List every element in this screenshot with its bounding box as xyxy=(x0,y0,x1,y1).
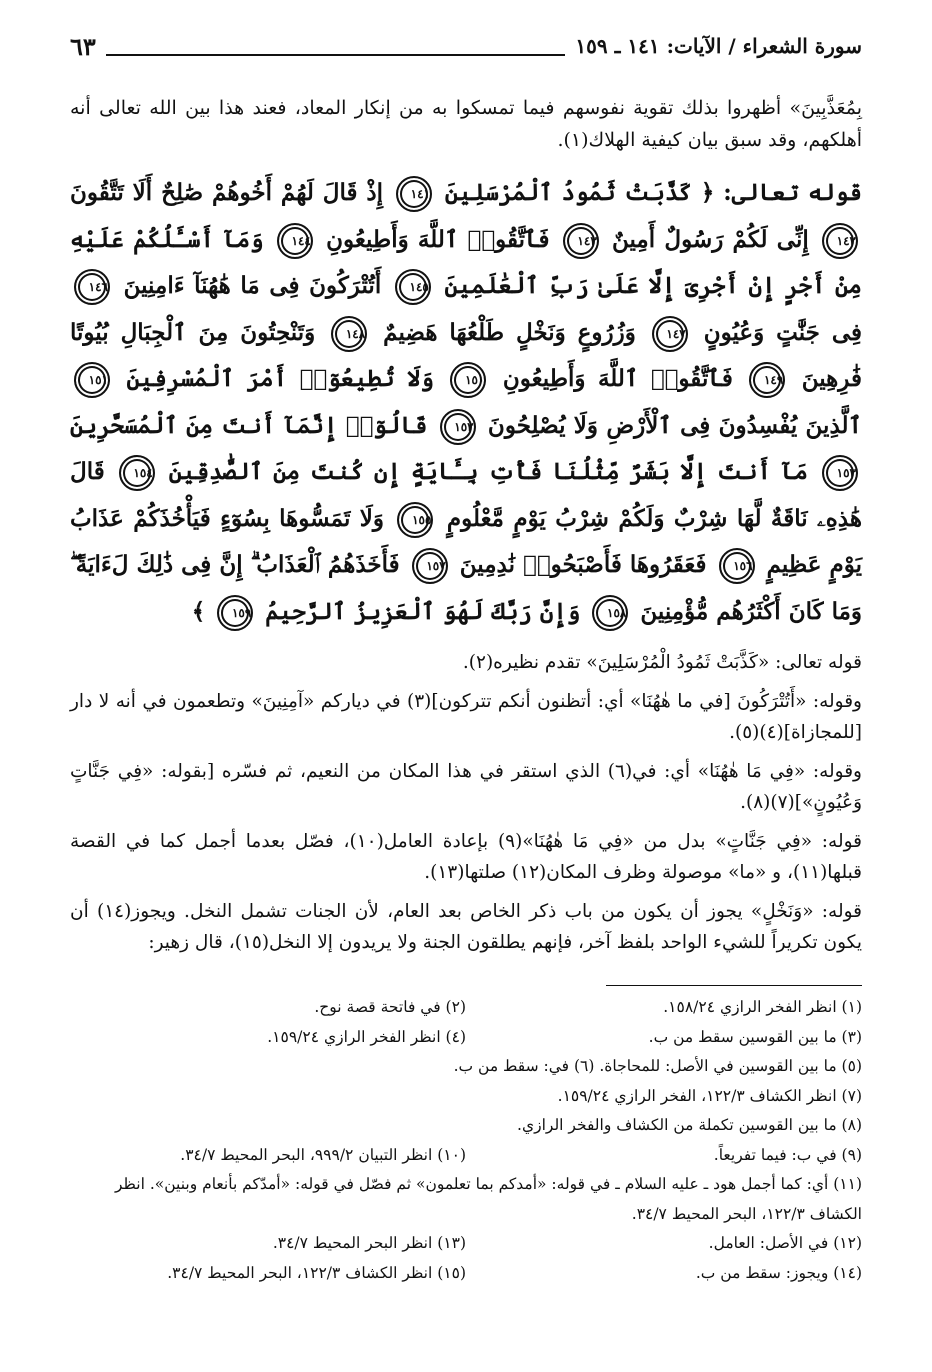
footnote: (٤) انظر الفخر الرازي ١٥٩/٢٤. xyxy=(267,1027,466,1046)
ayah-number-marker: ١٤١ xyxy=(396,176,432,212)
ayah-number-marker: ١٥٧ xyxy=(412,548,448,584)
footnote: (٥) ما بين القوسين في الأصل: للمحاجاة. (٦) في: سقط من ب. xyxy=(453,1057,862,1075)
footnotes xyxy=(70,993,862,1288)
ayah-number-marker: ١٤٤ xyxy=(277,223,313,259)
footnote-row xyxy=(70,993,862,1023)
ayah-number-marker: ١٥٦ xyxy=(719,548,755,584)
verse-text: وَتَنْحِتُونَ مِنَ ٱلْجِبَالِ بُيُوتًا فَٰرِهِينَ xyxy=(70,318,862,392)
commentary-2: وقوله: «أَتُتْرَكُونَ [في ما هٰهُنَا» أي: أتظنون أنكم تتركون](٣) في دياركم «آمِنِينَ» وتطعمون في أنه لا دار [للمجازاة](٤)(٥). xyxy=(70,691,862,743)
footnote: (٧) انظر الكشاف ١٢٢/٣، الفخر الرازي ١٥٩/٢٤. xyxy=(557,1086,862,1105)
running-title: سورة الشعراء / الآيات: ١٤١ ـ ١٥٩ xyxy=(575,34,862,58)
ayah-number-marker: ١٤٢ xyxy=(822,223,858,259)
quran-lead: قوله تعالى: ﴿ xyxy=(700,179,862,206)
footnote: (١٥) انظر الكشاف ١٢٢/٣، البحر المحيط ٣٤/٧. xyxy=(167,1263,466,1282)
verse-text: وَزُرُوعٍ وَنَخْلٍ طَلْعُهَا هَضِيمٌ xyxy=(383,318,636,346)
verse-text: فَأَخَذَهُمُ ٱلْعَذَابُ ۗ إِنَّ فِى ذَٰلِكَ لَءَايَةً ۖ وَمَا كَانَ أَكْثَرُهُم مُّؤْمِنِينَ xyxy=(70,551,862,625)
ayah-number-marker: ١٤٥ xyxy=(395,269,431,305)
verse-text: أَتُتْرَكُونَ فِى مَا هَٰهُنَآ ءَامِنِينَ xyxy=(123,272,382,299)
ayah-number-marker: ١٤٦ xyxy=(74,269,110,305)
verse-text: وَلَا تُطِيعُوٓا۟ أَمْرَ ٱلْمُسْرِفِينَ xyxy=(126,365,434,392)
footnote: (١١) أي: كما أجمل هود ـ عليه السلام ـ في قوله: «أمدكم بما تعلمون» ثم فصّل في قوله: «أمدّكم بأنعام وبنين». انظر الكشاف ١٢٢/٣، البحر المحيط ٣٤/٧. xyxy=(115,1175,862,1223)
footnote: (٣) ما بين القوسين سقط من ب. xyxy=(648,1027,862,1046)
verse-text: ٱلَّذِينَ يُفْسِدُونَ فِى ٱلْأَرْضِ وَلَا يُصْلِحُونَ xyxy=(487,411,862,439)
page-number: ٦٣ xyxy=(70,31,96,61)
ayah-number-marker: ١٥٣ xyxy=(822,455,858,491)
ayah-number-marker: ١٥٨ xyxy=(592,595,628,631)
footnote: (١٢) في الأصل: العامل. xyxy=(708,1234,862,1252)
footnote: (٨) ما بين القوسين تكملة من الكشاف والفخر الرازي. xyxy=(517,1116,862,1134)
verse-text: قَالُوٓا۟ إِنَّمَآ أَنتَ مِنَ ٱلْمُسَحَّرِينَ xyxy=(70,411,428,439)
intro-paragraph: بِمُعَذَّبِينَ» أظهروا بذلك تقوية نفوسهم فيما تمسكوا به من إنكار المعاد، فعند هذا بين الله تعالى أنه أهلكهم، وقد سبق بيان كيفية الهلاك(١). xyxy=(70,97,862,151)
ayah-number-marker: ١٥٢ xyxy=(440,409,476,445)
ayah-number-marker: ١٤٨ xyxy=(331,316,367,352)
ayah-number-marker: ١٥٩ xyxy=(217,595,253,631)
footnote: (١٤) ويجوز: سقط من ب. xyxy=(695,1263,862,1282)
ayah-number-marker: ١٥٤ xyxy=(119,455,155,491)
verse-text: فَٱتَّقُوا۟ ٱللَّهَ وَأَطِيعُونِ xyxy=(502,365,733,392)
commentary-4: قوله: «فِي جَنَّاتٍ» بدل من «فِي مَا هٰهُنَا»(٩) بإعادة العامل(١٠)، فصّل بعدما أجمل كما في القصة قبلها(١١)، و «ما» موصولة وظرف المكان(١٢) صلتها(١٣). xyxy=(70,831,862,883)
ayah-number-marker: ١٥٥ xyxy=(397,502,433,538)
footnote-row xyxy=(70,1229,862,1259)
verse-text: وَإِنَّ رَبَّكَ لَهُوَ ٱلْعَزِيزُ ٱلرَّحِيمُ xyxy=(265,597,581,625)
verse-text: وَمَآ أَسْـَٔلُكُمْ عَلَيْهِ مِنْ أَجْرٍ إِنْ أَجْرِىَ إِلَّا عَلَىٰ رَبِّ ٱلْعَٰلَمِينَ xyxy=(70,225,863,299)
commentary-5: قوله: «وَنَخْلٍ» يجوز أن يكون من باب ذكر الخاص بعد العام، لأن الجنات تشمل النخل. ويجوز(١٤) أن يكون تكريراً للشيء الواحد بلفظ آخر، فإنهم يطلقون الجنة ولا يريدون إلا النخل(١٥)، قال زهير: xyxy=(70,901,862,953)
verse-text: مَآ أَنتَ إِلَّا بَشَرٌ مِّثْلُنَا فَأْتِ بِـَٔايَةٍ إِن كُنتَ مِنَ ٱلصَّٰدِقِينَ xyxy=(168,458,808,485)
quran-verses xyxy=(70,170,862,635)
verse-text: كَذَّبَتْ ثَمُودُ ٱلْمُرْسَلِينَ xyxy=(444,179,692,206)
footnote: (٢) في فاتحة قصة نوح. xyxy=(314,998,466,1016)
verse-text: وَلَا تَمَسُّوهَا بِسُوٓءٍ فَيَأْخُذَكُمْ عَذَابُ يَوْمٍ عَظِيمٍ xyxy=(70,504,863,578)
header-rule xyxy=(106,54,566,56)
footnote: (١) انظر الفخر الرازي ١٥٨/٢٤. xyxy=(663,998,862,1016)
ayah-number-marker: ١٤٣ xyxy=(563,223,599,259)
verse-text: فَعَقَرُوهَا فَأَصْبَحُوا۟ نَٰدِمِينَ xyxy=(459,551,707,578)
ayah-number-marker: ١٤٩ xyxy=(749,362,785,398)
footnote-row xyxy=(70,1023,862,1053)
commentary-3: وقوله: «فِي مَا هٰهُنَا» أي: في(٦) الذي استقر في هذا المكان من النعيم، ثم فسّره [بقوله: «فِي جَنَّاتٍ وَعُيُونٍ»](٧)(٨). xyxy=(70,761,862,813)
page-body xyxy=(70,92,862,966)
verse-text: فَٱتَّقُوا۟ ٱللَّهَ وَأَطِيعُونِ xyxy=(326,225,550,253)
footnote: (١٣) انظر البحر المحيط ٣٤/٧. xyxy=(272,1234,466,1252)
footnote: (١٠) انظر التبيان ٩٩٩/٢، البحر المحيط ٣٤/٧. xyxy=(180,1145,466,1164)
footnote-row xyxy=(70,1259,862,1289)
footnote-rule xyxy=(606,985,862,986)
verse-text: قَالَ هَٰذِهِۦ نَاقَةٌ لَّهَا شِرْبٌ وَلَكُمْ شِرْبُ يَوْمٍ مَّعْلُومٍ xyxy=(70,458,862,532)
ayah-number-marker: ١٥٠ xyxy=(450,362,486,398)
ayah-number-marker: ١٥١ xyxy=(74,362,110,398)
ayah-number-marker: ١٤٧ xyxy=(652,316,688,352)
page-header xyxy=(70,26,862,66)
quran-close: ﴾ xyxy=(191,597,206,625)
verse-text: فِى جَنَّٰتٍ وَعُيُونٍ xyxy=(703,318,862,346)
verse-text: إِنِّى لَكُمْ رَسُولٌ أَمِينٌ xyxy=(611,225,809,253)
footnote: (٩) في ب: فيما تفريعاً. xyxy=(713,1145,862,1164)
verse-text: إِذْ قَالَ لَهُمْ أَخُوهُمْ صَٰلِحٌ أَلَا تَتَّقُونَ xyxy=(70,179,384,206)
commentary-1: قوله تعالى: «كَذَّبَتْ ثَمُودُ الْمُرْسَلِينَ» تقدم نظيره(٢). xyxy=(462,652,862,673)
footnote-row xyxy=(70,1141,862,1171)
